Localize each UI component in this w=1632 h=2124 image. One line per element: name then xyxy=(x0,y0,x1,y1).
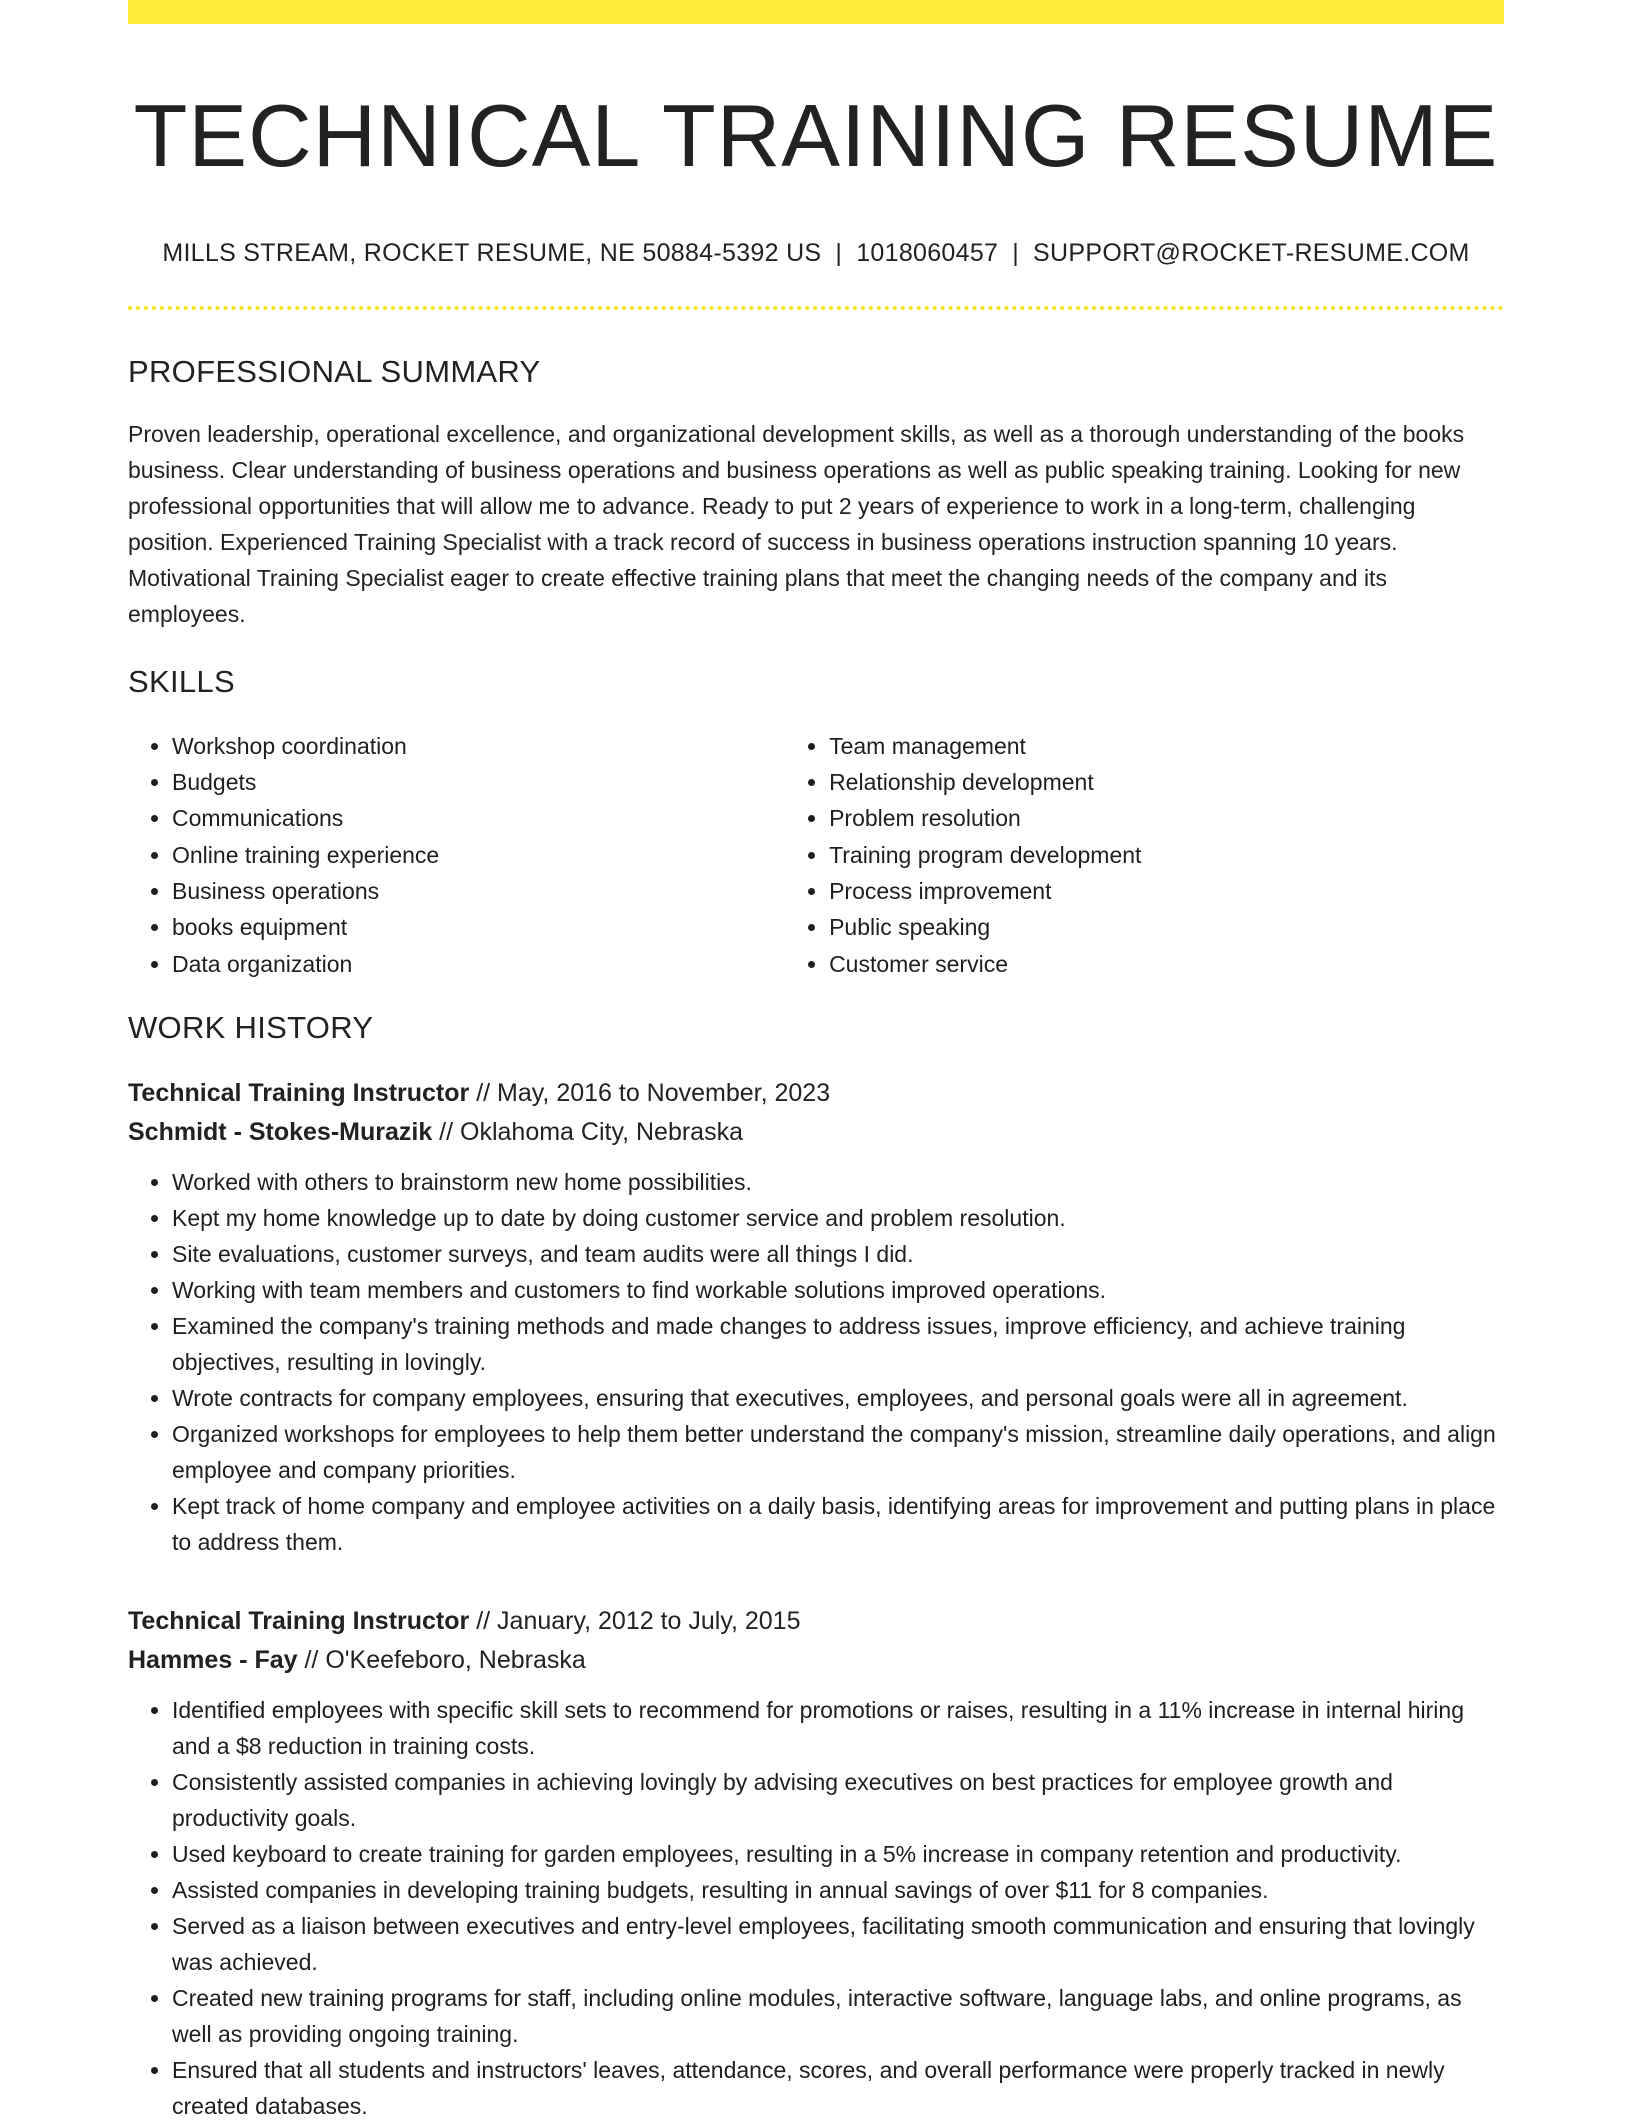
skill-item: • Communications xyxy=(172,800,785,836)
job-bullet: • Wrote contracts for company employees, ensuring that executives, employees, and personal goals were all in agreement. xyxy=(172,1380,1504,1416)
work-history-section xyxy=(128,1010,1504,2124)
job-company-line xyxy=(128,1641,1504,1680)
job-bullet: • Examined the company's training methods and made changes to address issues, improve efficiency, and achieve training objectives, resulting in lovingly. xyxy=(172,1308,1504,1380)
skill-item: • Customer service xyxy=(829,946,1504,982)
skills-list-left xyxy=(128,728,785,982)
contact-separator: | xyxy=(1012,238,1020,267)
job-entry xyxy=(128,1074,1504,1560)
job-bullet: • Identified employees with specific skill sets to recommend for promotions or raises, resulting in a 11% increase in internal hiring and a $8 reduction in training costs. xyxy=(172,1692,1504,1764)
job-bullet: • Working with team members and customers to find workable solutions improved operations. xyxy=(172,1272,1504,1308)
job-title: Technical Training Instructor xyxy=(128,1078,470,1107)
skill-item: • Public speaking xyxy=(829,909,1504,945)
skill-item: • Data organization xyxy=(172,946,785,982)
skill-item: • Team management xyxy=(829,728,1504,764)
skill-item: • Problem resolution xyxy=(829,800,1504,836)
contact-phone: 1018060457 xyxy=(856,238,999,267)
job-location: // Oklahoma City, Nebraska xyxy=(432,1117,743,1146)
job-dates: // May, 2016 to November, 2023 xyxy=(469,1078,831,1107)
skills-section xyxy=(128,664,1504,982)
contact-line xyxy=(128,239,1504,268)
skill-item: • Budgets xyxy=(172,764,785,800)
job-bullet: • Served as a liaison between executives and entry-level employees, facilitating smooth communication and ensuring that lovingly was achieved. xyxy=(172,1908,1504,1980)
job-bullets xyxy=(128,1164,1504,1560)
job-entry xyxy=(128,1602,1504,2124)
dotted-divider xyxy=(128,306,1504,310)
job-title: Technical Training Instructor xyxy=(128,1606,470,1635)
resume-title: TECHNICAL TRAINING RESUME xyxy=(133,86,1499,185)
skill-item: • Process improvement xyxy=(829,873,1504,909)
job-title-line xyxy=(128,1602,1504,1641)
job-bullet: • Used keyboard to create training for garden employees, resulting in a 5% increase in company retention and productivity. xyxy=(172,1836,1504,1872)
contact-separator: | xyxy=(835,238,843,267)
job-bullet: • Assisted companies in developing training budgets, resulting in annual savings of over $11 for 8 companies. xyxy=(172,1872,1504,1908)
skill-item: • books equipment xyxy=(172,909,785,945)
skill-item: • Training program development xyxy=(829,837,1504,873)
job-dates: // January, 2012 to July, 2015 xyxy=(469,1606,801,1635)
skills-list-right xyxy=(785,728,1504,982)
section-heading: PROFESSIONAL SUMMARY xyxy=(128,353,541,389)
skill-item: • Workshop coordination xyxy=(172,728,785,764)
skill-item: • Relationship development xyxy=(829,764,1504,800)
job-location: // O'Keefeboro, Nebraska xyxy=(297,1645,586,1674)
job-bullets xyxy=(128,1692,1504,2124)
job-bullet: • Ensured that all students and instructors' leaves, attendance, scores, and overall performance were properly tracked in newly created databases. xyxy=(172,2052,1504,2124)
resume-page xyxy=(128,0,1504,2124)
job-bullet: • Worked with others to brainstorm new home possibilities. xyxy=(172,1164,1504,1200)
contact-address: MILLS STREAM, ROCKET RESUME, NE 50884-5392 US xyxy=(162,238,822,267)
job-bullet: • Kept my home knowledge up to date by doing customer service and problem resolution. xyxy=(172,1200,1504,1236)
summary-section xyxy=(128,354,1504,632)
section-heading: WORK HISTORY xyxy=(128,1009,374,1045)
job-bullet: • Site evaluations, customer surveys, and team audits were all things I did. xyxy=(172,1236,1504,1272)
section-heading: SKILLS xyxy=(128,663,235,699)
job-company: Hammes - Fay xyxy=(128,1645,298,1674)
job-bullet: • Consistently assisted companies in achieving lovingly by advising executives on best practices for employee growth and productivity goals. xyxy=(172,1764,1504,1836)
skills-columns xyxy=(128,728,1504,982)
contact-email: SUPPORT@ROCKET-RESUME.COM xyxy=(1033,238,1470,267)
summary-text: Proven leadership, operational excellence, and organizational development skills, as well as a thorough understanding of the books business. Clear understanding of business operations and business operations as well as public speaking training. Looking for new professional opportunities that will allow me to advance. Ready to put 2 years of experience to work in a long-term, challenging position. Experienced Training Specialist with a track record of success in business operations instruction spanning 10 years. Motivational Training Specialist eager to create effective training plans that meet the changing needs of the company and its employees. xyxy=(128,420,1465,627)
job-bullet: • Organized workshops for employees to help them better understand the company's mission, streamline daily operations, and align employee and company priorities. xyxy=(172,1416,1504,1488)
job-bullet: • Created new training programs for staff, including online modules, interactive software, language labs, and online programs, as well as providing ongoing training. xyxy=(172,1980,1504,2052)
skill-item: • Business operations xyxy=(172,873,785,909)
job-company: Schmidt - Stokes-Murazik xyxy=(128,1117,433,1146)
top-accent-bar xyxy=(128,0,1504,24)
job-company-line xyxy=(128,1113,1504,1152)
job-bullet: • Kept track of home company and employee activities on a daily basis, identifying areas for improvement and putting plans in place to address them. xyxy=(172,1488,1504,1560)
job-title-line xyxy=(128,1074,1504,1113)
skill-item: • Online training experience xyxy=(172,837,785,873)
